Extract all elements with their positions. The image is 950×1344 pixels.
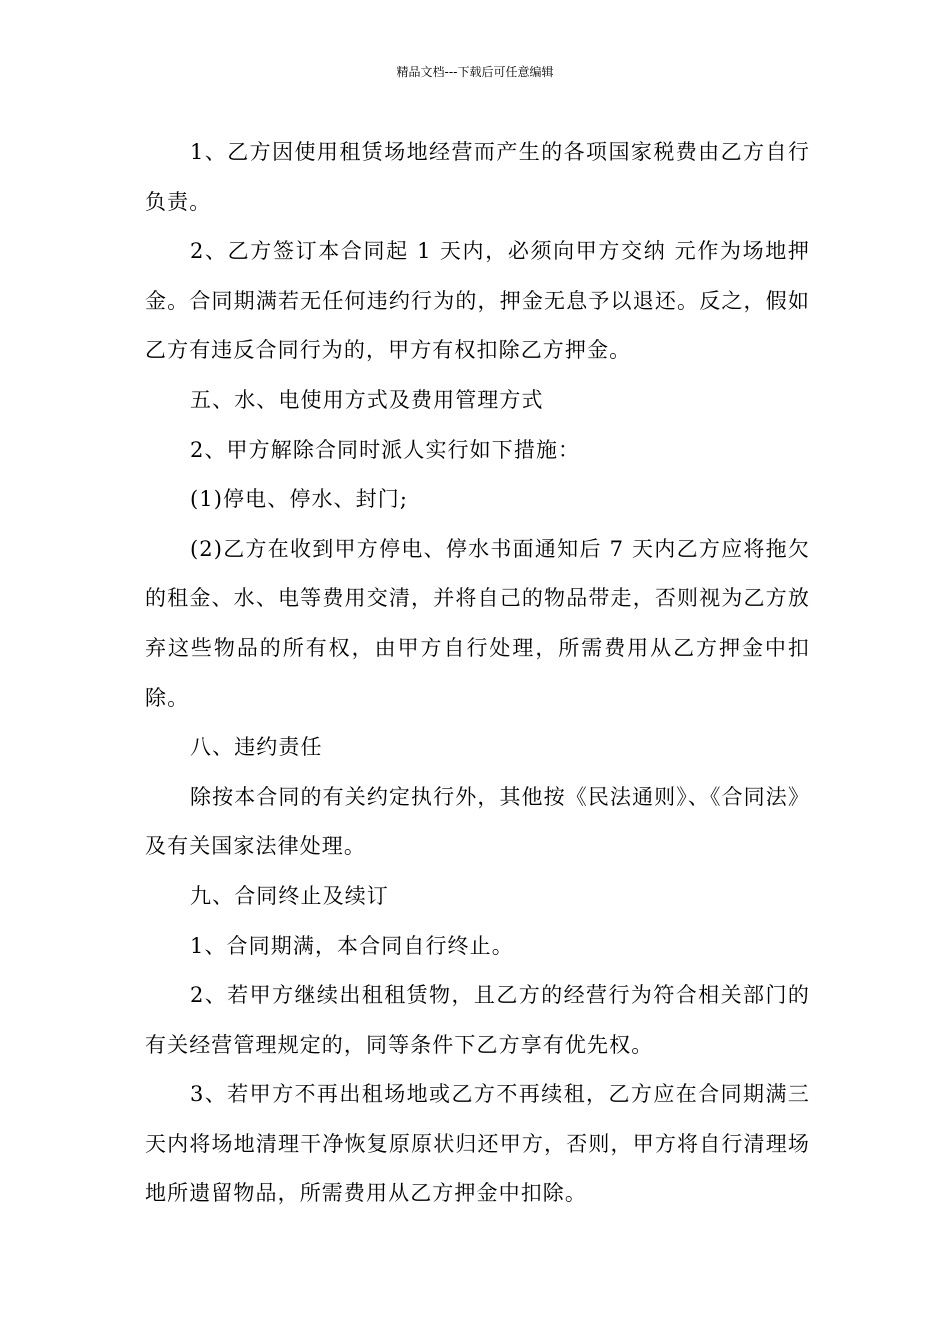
- document-body: [145, 128, 810, 1219]
- section-heading-utilities: 五、水、电使用方式及费用管理方式: [190, 387, 544, 412]
- measure-item-1: (1)停电、停水、封门;: [190, 487, 409, 512]
- measure-item-2: (2)乙方在收到甲方停电、停水书面通知后 7 天内乙方应将拖欠的租金、水、电等费用交清，并将自己的物品带走，否则视为乙方放弃这些物品的所有权，由甲方自行处理，所需费用从乙方押金中扣除。: [145, 536, 810, 710]
- section-heading-termination-renewal: 九、合同终止及续订: [190, 883, 389, 908]
- clause-breach-liability: 除按本合同的有关约定执行外，其他按《民法通则》、《合同法》及有关国家法律处理。: [145, 784, 810, 859]
- page-header: 精品文档---下载后可任意编辑: [396, 65, 554, 79]
- clause-priority-renewal: 2、若甲方继续出租租赁物，且乙方的经营行为符合相关部门的有关经营管理规定的，同等条件下乙方享有优先权。: [145, 983, 810, 1057]
- clause-expiry: 1、合同期满，本合同自行终止。: [190, 933, 514, 958]
- section-heading-breach: 八、违约责任: [190, 735, 323, 760]
- clause-deposit: 2、乙方签订本合同起 1 天内，必须向甲方交纳 元作为场地押金。合同期满若无任何违约行为的，押金无息予以退还。反之，假如乙方有违反合同行为的，甲方有权扣除乙方押金。: [145, 239, 810, 363]
- clause-termination-measures: 2、甲方解除合同时派人实行如下措施：: [190, 437, 581, 462]
- clause-site-clearance: 3、若甲方不再出租场地或乙方不再续租，乙方应在合同期满三天内将场地清理干净恢复原原状归还甲方，否则，甲方将自行清理场地所遗留物品，所需费用从乙方押金中扣除。: [145, 1082, 810, 1206]
- clause-tax-responsibility: 1、乙方因使用租赁场地经营而产生的各项国家税费由乙方自行负责。: [145, 140, 810, 214]
